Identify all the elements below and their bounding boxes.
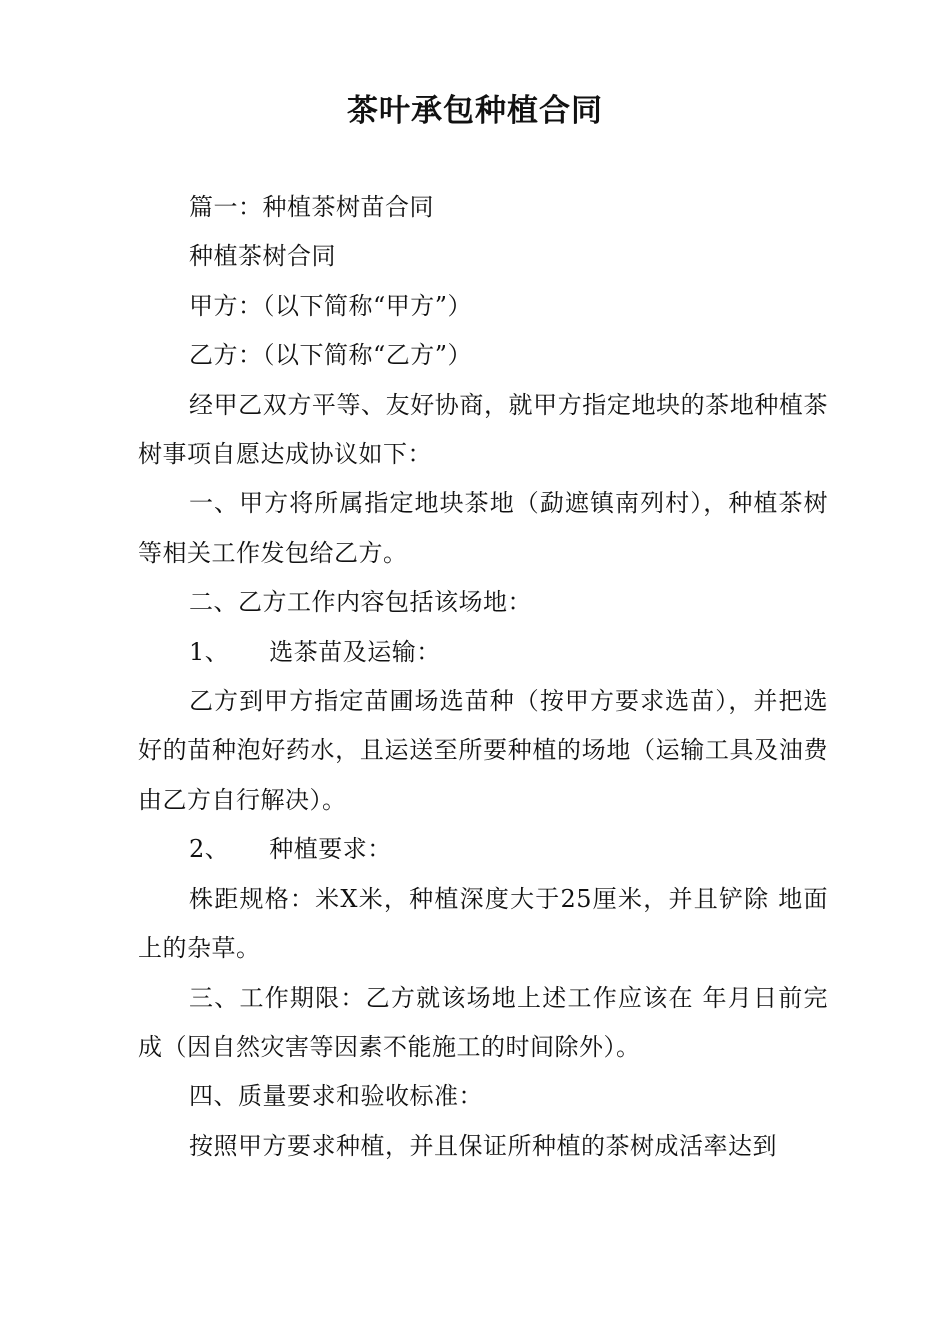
list-text: 选茶苗及运输：: [269, 637, 441, 666]
paragraph-3: 甲方：（以下简称“甲方”）: [189, 291, 473, 320]
list-number: 2、: [189, 835, 230, 864]
paragraph-9: 乙方到甲方指定苗圃场选苗种（按甲方要求选苗），并把选好的苗种泡好药水，且运送至所要种植的场地（运输工具及油费由乙方自行解决）。: [138, 687, 828, 814]
paragraph-2: 种植茶树合同: [189, 242, 336, 271]
list-number: 1、: [189, 637, 230, 666]
paragraph-14: 按照甲方要求种植，并且保证所种植的茶树成活率达到: [189, 1131, 777, 1160]
paragraph-7: 二、乙方工作内容包括该场地：: [189, 588, 532, 617]
document-title: 茶叶承包种植合同: [347, 93, 603, 129]
document-body: [138, 183, 828, 1171]
paragraph-4: 乙方：（以下简称“乙方”）: [189, 341, 473, 370]
paragraph-8: [138, 628, 828, 677]
paragraph-5: 经甲乙双方平等、友好协商，就甲方指定地块的茶地种植茶树事项自愿达成协议如下：: [138, 390, 828, 469]
paragraph-10: [138, 825, 828, 874]
paragraph-13: 四、质量要求和验收标准：: [189, 1082, 483, 1111]
list-text: 种植要求：: [269, 835, 392, 864]
paragraph-6: 一、甲方将所属指定地块茶地（勐遮镇南列村），种植茶树等相关工作发包给乙方。: [138, 489, 828, 567]
paragraph-11: 株距规格：米X米，种植深度大于25厘米，并且铲除 地面上的杂草。: [138, 884, 828, 963]
paragraph-1: 篇一：种植茶树苗合同: [189, 193, 434, 221]
paragraph-12: 三、工作期限：乙方就该场地上述工作应该在 年月日前完成（因自然灾害等因素不能施工的时间除外）。: [138, 983, 828, 1061]
